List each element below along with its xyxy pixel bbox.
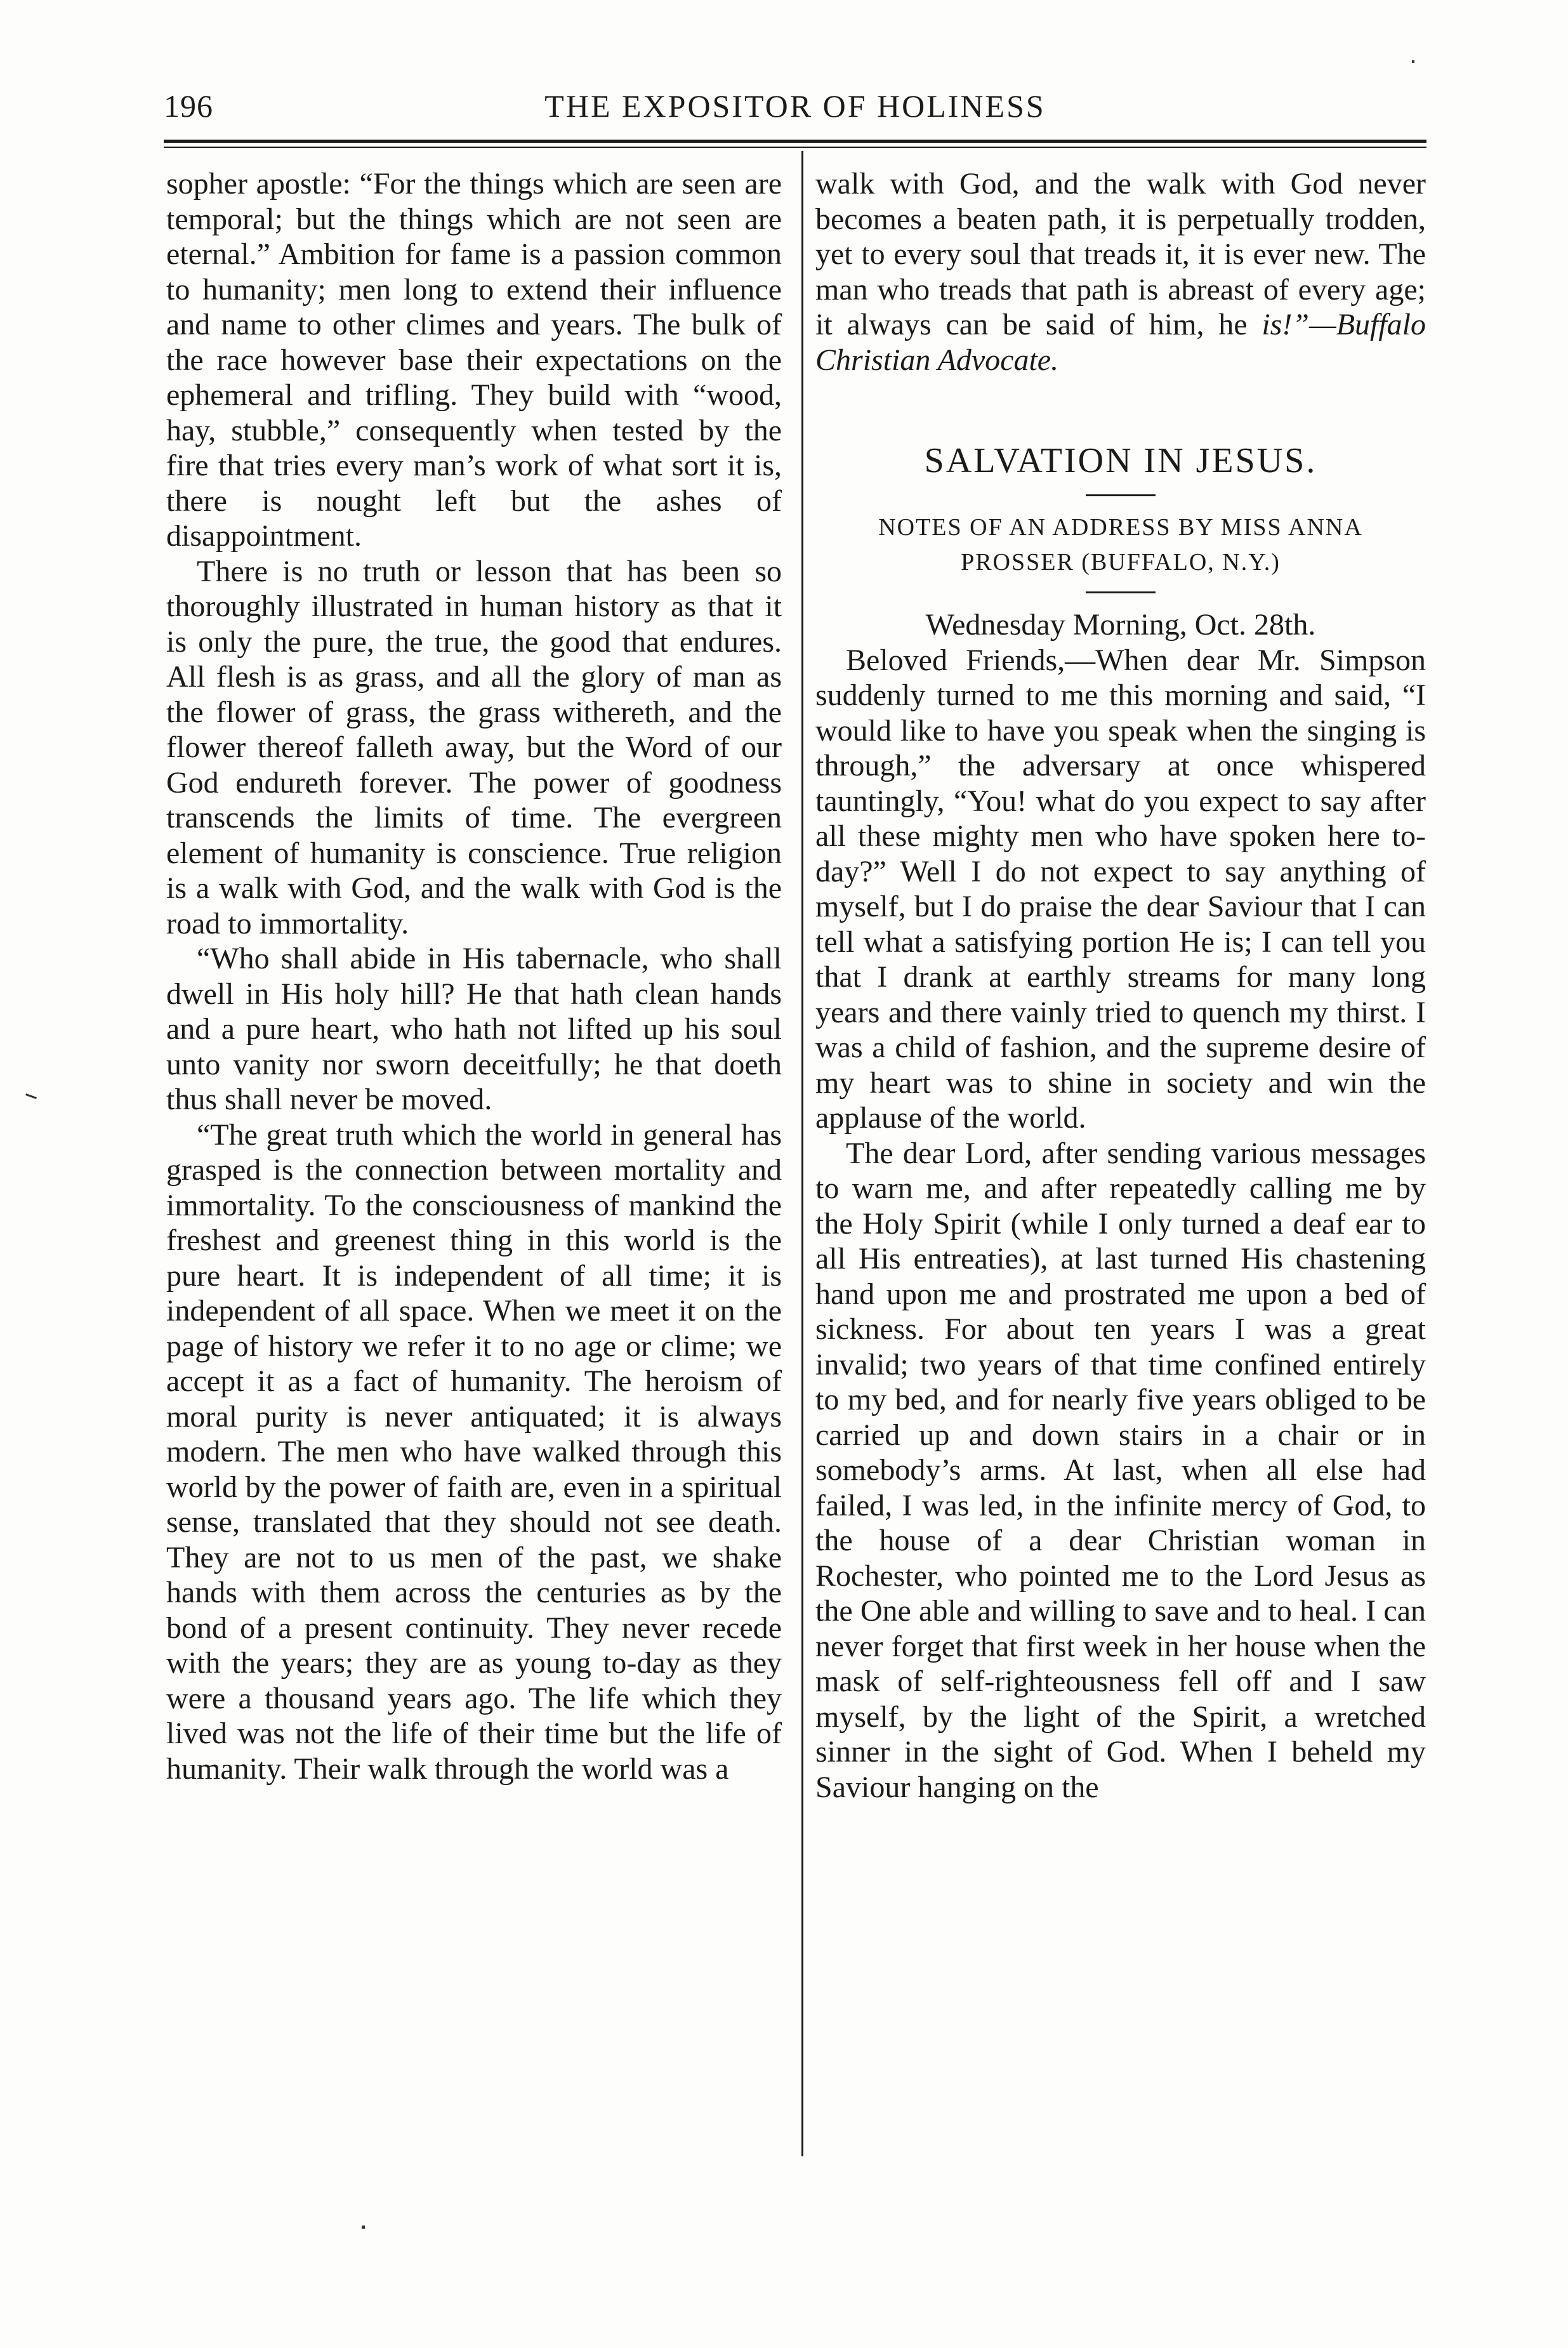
column-divider [801, 151, 803, 2156]
left-paragraph-4: “The great truth which the world in general has grasped is the connection between mortality and immortality. To the consciousness of mankind the freshest and greenest thing in this world is the pure heart. It is independent of all time; it is independent of all space. When we meet it on the page of history we refer it to no age or clime; we accept it as a fact of humanity. The heroism of moral purity is never antiquated; it is always modern. The men who have walked through this world by the power of faith are, even in a spiritual sense, translated that they should not see death. They are not to us men of the past, we shake hands with them across the centuries as by the bond of a present continuity. They never recede with the years; they are as young to-day as they were a thousand years ago. The life which they lived was not the life of their time but the life of humanity. Their walk through the world was a [166, 1118, 782, 1786]
right-continuation [815, 166, 1426, 378]
left-column [166, 166, 782, 1786]
date-line: Wednesday Morning, Oct. 28th. [925, 608, 1316, 642]
attribution: is!”—Buffalo Christian Advocate. [815, 308, 1426, 377]
continuation-text: walk with God, and the walk with God never becomes a beaten path, it is perpetually trodden, yet to every soul that treads it, it is ever new. The man who treads that path is abreast of every age; it always can be said of him, he [815, 167, 1426, 341]
scan-speck [1412, 60, 1414, 63]
page-header [164, 88, 1426, 138]
right-column [815, 166, 1426, 1805]
right-paragraph-2: The dear Lord, after sending various messages to warn me, and after repeatedly calling me by the Holy Spirit (while I only turned a deaf ear to all His entreaties), at last turned His chastening hand upon me and prostrated me upon a bed of sickness. For about ten years I was a great invalid; two years of that time confined entirely to my bed, and for nearly five years obliged to be carried up and down stairs in a chair or in somebody’s arms. At last, when all else had failed, I was led, in the infinite mercy of God, to the house of a dear Christian woman in Rochester, who pointed me to the Lord Jesus as the One able and willing to save and to heal. I can never forget that first week in her house when the mask of self-righteousness fell off and I saw myself, by the light of the Spirit, a wretched sinner in the sight of God. When I beheld my Saviour hanging on the [815, 1136, 1426, 1804]
subtitle-line-2: PROSSER (BUFFALO, N.Y.) [961, 549, 1281, 576]
header-rule-thick [164, 140, 1426, 143]
scan-speck-bottom [362, 2226, 365, 2229]
page-number: 196 [164, 88, 213, 124]
title-rule [1086, 494, 1156, 496]
margin-mark [25, 1093, 37, 1099]
right-paragraph-1: Beloved Friends,—When dear Mr. Simpson suddenly turned to me this morning and said, “I would like to have you speak when the singing is through,” the adversary at once whispered tauntingly, “You! what do you expect to say after all these mighty men who have spoken here to-day?” Well I do not expect to say anything of myself, but I do praise the dear Saviour that I can tell what a satisfying portion He is; I can tell you that I drank at earthly streams for many long years and there vainly tried to quench my thirst. I was a child of fashion, and the supreme desire of my heart was to shine in society and win the applause of the world. [815, 643, 1426, 1135]
section-title: SALVATION IN JESUS. [924, 441, 1317, 480]
subtitle-line-1: NOTES OF AN ADDRESS BY MISS ANNA [878, 514, 1363, 541]
left-paragraph-3: “Who shall abide in His tabernacle, who shall dwell in His holy hill? He that hath clean hands and a pure heart, who hath not lifted up his soul unto vanity nor sworn deceitfully; he that doeth thus shall never be moved. [166, 942, 782, 1116]
left-paragraph-1: sopher apostle: “For the things which are seen are temporal; but the things which are not seen are eternal.” Ambition for fame is a passion common to humanity; men long to extend their influence and name to other climes and years. The bulk of the race however base their expectations on the ephemeral and trifling. They build with “wood, hay, stubble,” consequently when tested by the fire that tries every man’s work of what sort it is, there is nought left but the ashes of disappointment. [166, 167, 782, 553]
left-paragraph-2: There is no truth or lesson that has been so thoroughly illustrated in human history as that it is only the pure, the true, the good that endures. All flesh is as grass, and all the glory of man as the flower of grass, the grass withereth, and the flower thereof falleth away, but the Word of our God endureth forever. The power of goodness transcends the limits of time. The evergreen element of humanity is conscience. True religion is a walk with God, and the walk with God is the road to immortality. [166, 554, 782, 940]
header-rule-thin [164, 147, 1426, 148]
subtitle-rule [1086, 591, 1156, 593]
running-title: THE EXPOSITOR OF HOLINESS [544, 88, 1046, 124]
